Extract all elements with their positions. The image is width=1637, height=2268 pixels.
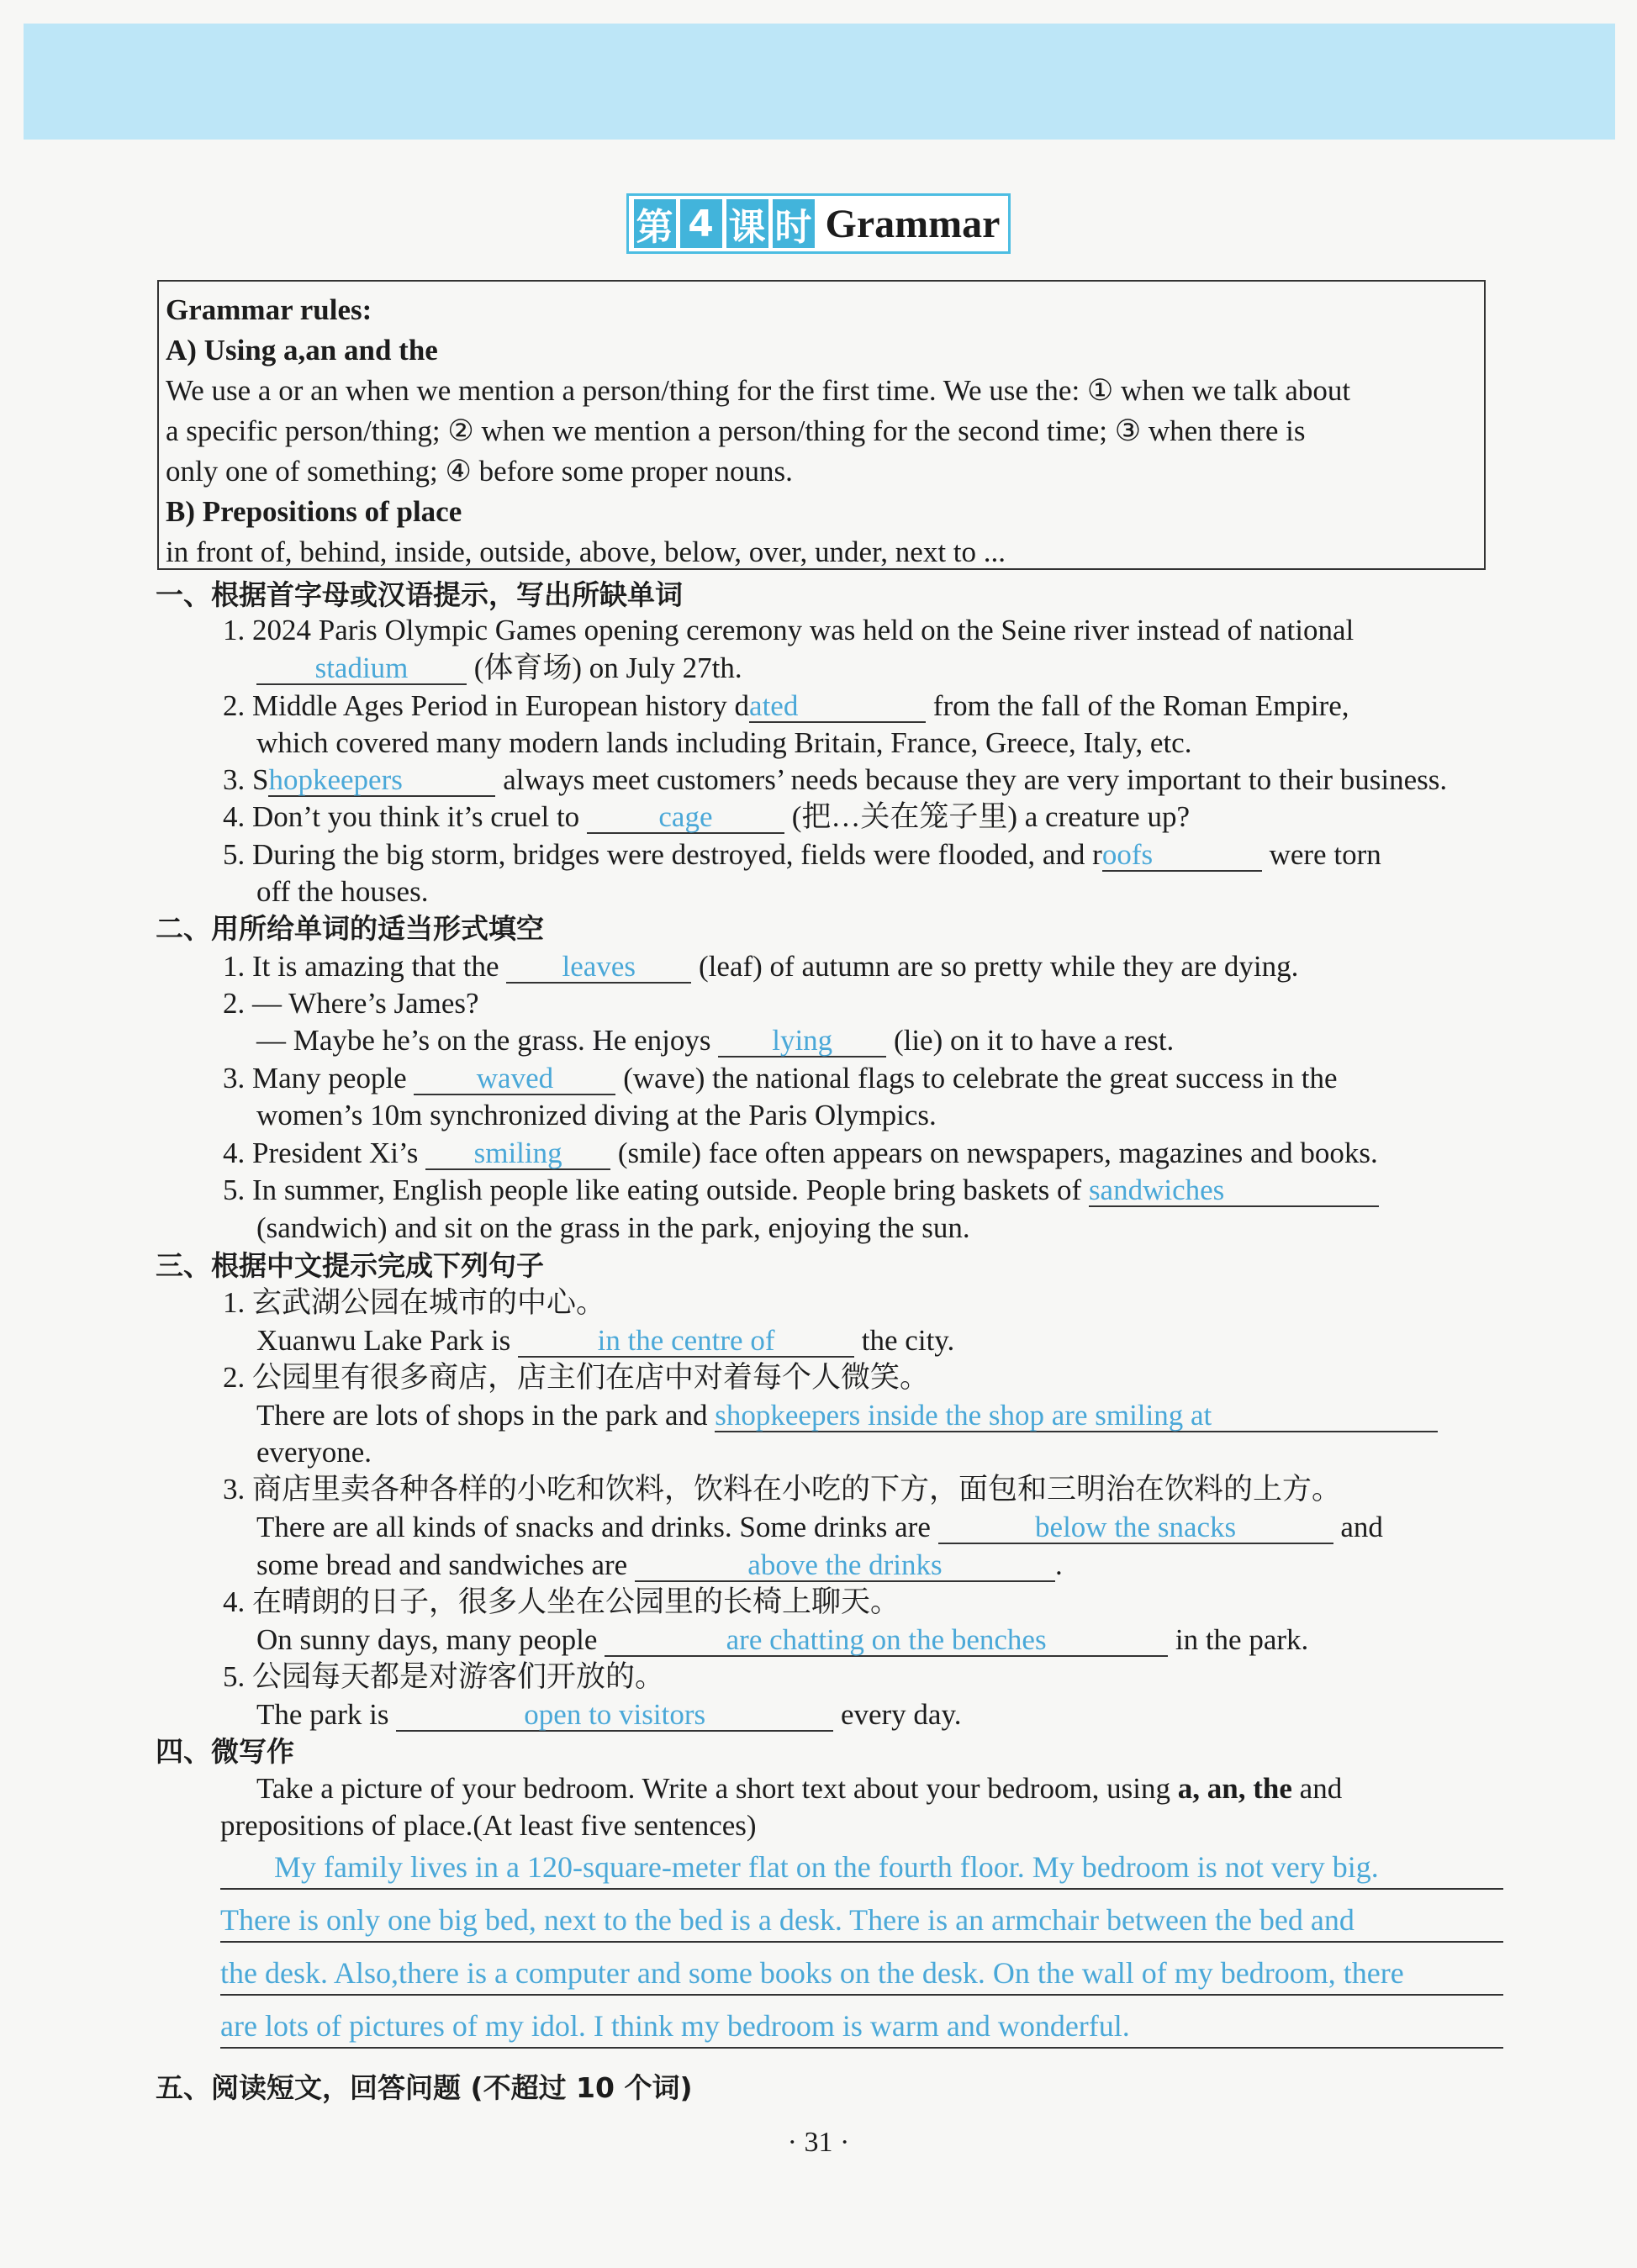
s1-q4-head: 4. Don’t you think it’s cruel to [223, 800, 580, 833]
s2-q2-line2 [256, 1022, 1174, 1059]
s3-q5-tail: every day. [840, 1698, 962, 1731]
s1-q2-line1 [223, 688, 1349, 725]
s3-q4 [256, 1622, 1308, 1659]
s1-q5-tail: were torn [1269, 838, 1381, 871]
s2-q4-tail: (smile) face often appears on newspapers, magazines and books. [617, 1137, 1378, 1169]
rules-b-text: in front of, behind, inside, outside, above, below, over, under, next to ... [166, 535, 1006, 568]
s1-q2-answer[interactable]: ated [749, 691, 926, 723]
s1-q1-answer[interactable]: stadium [256, 653, 467, 685]
s1-q2-head: 2. Middle Ages Period in European history d [223, 689, 750, 722]
s2-q2-head: — Maybe he’s on the grass. He enjoys [256, 1024, 711, 1057]
rules-a-text-2: a specific person/thing; ② when we mention a person/thing for the second time; ③ when there is [166, 414, 1306, 447]
s1-q5-head: 5. During the big storm, bridges were destroyed, fields were flooded, and r [223, 838, 1102, 871]
s3-q3-answer-2[interactable]: above the drinks [635, 1550, 1055, 1582]
s2-q5-head: 5. In summer, English people like eating outside. People bring baskets of [223, 1174, 1082, 1206]
s2-q1-tail: (leaf) of autumn are so pretty while they are dying. [699, 950, 1299, 983]
s2-q3-tail: (wave) the national flags to celebrate the great success in the [623, 1062, 1338, 1094]
section4-title: 四、微写作 [156, 1735, 294, 1768]
section5-title: 五、阅读短文，回答问题 (不超过 10 个词) [156, 2071, 693, 2104]
s2-q5-line2: (sandwich) and sit on the grass in the park, enjoying the sun. [256, 1211, 970, 1244]
s3-q3-mid: and [1340, 1511, 1383, 1543]
essay-line-1[interactable]: My family lives in a 120-square-meter flat on the fourth floor. My bedroom is not very big. [220, 1846, 1503, 1890]
rules-a-text-3: only one of something; ④ before some proper nouns. [166, 455, 793, 488]
essay-line-2[interactable]: There is only one big bed, next to the bed is a desk. There is an armchair between the bed and [220, 1899, 1503, 1943]
s1-q1-line2 [256, 650, 742, 687]
s3-q3-head2: some bread and sandwiches are [256, 1548, 628, 1581]
title-box-3: 课 [726, 199, 768, 248]
s1-q4-tail: (把…关在笼子里) a creature up? [791, 800, 1190, 833]
s2-q3-answer[interactable]: waved [414, 1063, 615, 1095]
s3-q3-answer-1[interactable]: below the snacks [938, 1512, 1333, 1544]
lesson-title [0, 193, 1637, 254]
title-box-1: 第 [634, 199, 676, 248]
s1-q5-line2: off the houses. [256, 875, 429, 908]
s3-q3-cn: 3. 商店里卖各种各样的小吃和饮料，饮料在小吃的下方，面包和三明治在饮料的上方。 [223, 1473, 1342, 1506]
s4-prompt-line1 [256, 1770, 1342, 1807]
s3-q1-answer[interactable]: in the centre of [518, 1326, 854, 1358]
s1-q5-line1 [223, 836, 1381, 873]
s3-q2 [256, 1397, 1438, 1434]
s3-q5-answer[interactable]: open to visitors [396, 1700, 833, 1732]
s1-q4 [223, 799, 1190, 836]
rules-heading: Grammar rules: [166, 293, 372, 326]
s2-q1-answer[interactable]: leaves [506, 952, 691, 984]
s1-q5-answer[interactable]: oofs [1102, 840, 1262, 872]
s3-q3-end: . [1054, 1548, 1063, 1581]
s3-q1-tail: the city. [861, 1324, 955, 1357]
s4-prompt-b: and [1299, 1772, 1343, 1805]
s2-q4-head: 4. President Xi’s [223, 1137, 419, 1169]
section2-title: 二、用所给单词的适当形式填空 [156, 912, 544, 945]
s3-q2-head: There are lots of shops in the park and [256, 1399, 708, 1432]
section1-title: 一、根据首字母或汉语提示，写出所缺单词 [156, 578, 683, 611]
s2-q3-line2: women’s 10m synchronized diving at the Paris Olympics. [256, 1099, 937, 1131]
s3-q3-line2 [256, 1547, 1063, 1584]
essay-line-4[interactable]: are lots of pictures of my idol. I think my bedroom is warm and wonderful. [220, 2005, 1503, 2049]
s1-q4-answer[interactable]: cage [587, 802, 784, 834]
s3-q5-cn: 5. 公园每天都是对游客们开放的。 [223, 1660, 665, 1693]
rules-a-text-1: We use a or an when we mention a person/thing for the first time. We use the: ① when we talk about [166, 374, 1351, 407]
s3-q5-head: The park is [256, 1698, 389, 1731]
s3-q2-line2: everyone. [256, 1436, 372, 1469]
title-text: Grammar [825, 201, 1001, 246]
s3-q4-tail: in the park. [1175, 1623, 1309, 1656]
s2-q3-line1 [223, 1060, 1338, 1097]
s2-q5-line1 [223, 1172, 1379, 1209]
rules-a-heading: A) Using a,an and the [166, 334, 438, 367]
essay-line-3[interactable]: the desk. Also,there is a computer and some books on the desk. On the wall of my bedroom, there [220, 1952, 1503, 1996]
s2-q2-tail: (lie) on it to have a rest. [893, 1024, 1175, 1057]
s3-q1-cn: 1. 玄武湖公园在城市的中心。 [223, 1286, 606, 1319]
grammar-rules-box [157, 280, 1486, 570]
s4-prompt-line2: prepositions of place.(At least five sentences) [220, 1809, 757, 1842]
s2-q3-head: 3. Many people [223, 1062, 407, 1094]
title-box-4: 时 [773, 199, 815, 248]
rules-b-heading: B) Prepositions of place [166, 495, 462, 528]
s1-q3 [223, 762, 1447, 799]
s3-q4-head: On sunny days, many people [256, 1623, 598, 1656]
s3-q2-answer[interactable]: shopkeepers inside the shop are smiling at [715, 1400, 1438, 1432]
s3-q4-cn: 4. 在晴朗的日子，很多人坐在公园里的长椅上聊天。 [223, 1585, 900, 1618]
s2-q1-head: 1. It is amazing that the [223, 950, 499, 983]
s4-prompt-bold: a, an, the [1177, 1772, 1292, 1805]
s3-q1-head: Xuanwu Lake Park is [256, 1324, 511, 1357]
s1-q1-tail: (体育场) on July 27th. [473, 651, 742, 684]
s1-q2-line2: which covered many modern lands including Britain, France, Greece, Italy, etc. [256, 726, 1192, 759]
s2-q4-answer[interactable]: smiling [425, 1138, 610, 1170]
s2-q4 [223, 1135, 1378, 1172]
s3-q4-answer[interactable]: are chatting on the benches [605, 1625, 1168, 1657]
section3-title: 三、根据中文提示完成下列句子 [156, 1249, 544, 1282]
s2-q2-answer[interactable]: lying [718, 1026, 886, 1058]
s2-q2-line1: 2. — Where’s James? [223, 987, 479, 1020]
s1-q3-answer[interactable]: hopkeepers [268, 765, 495, 797]
s3-q1 [256, 1322, 954, 1359]
s1-q3-head: 3. S [223, 763, 269, 796]
s2-q1 [223, 948, 1298, 985]
s1-q3-tail: always meet customers’ needs because they are very important to their business. [503, 763, 1448, 796]
s2-q5-answer[interactable]: sandwiches [1089, 1175, 1379, 1207]
s3-q2-cn: 2. 公园里有很多商店，店主们在店中对着每个人微笑。 [223, 1361, 930, 1394]
page-number: · 31 · [787, 2127, 850, 2158]
title-box-2: 4 [680, 199, 722, 248]
s3-q3-line1 [256, 1509, 1383, 1546]
s3-q5 [256, 1696, 961, 1733]
s4-prompt-a: Take a picture of your bedroom. Write a short text about your bedroom, using [256, 1772, 1171, 1805]
s1-q1-line1: 1. 2024 Paris Olympic Games opening ceremony was held on the Seine river instead of national [223, 614, 1354, 646]
s3-q3-head: There are all kinds of snacks and drinks. Some drinks are [256, 1511, 931, 1543]
s1-q2-tail: from the fall of the Roman Empire, [932, 689, 1349, 722]
